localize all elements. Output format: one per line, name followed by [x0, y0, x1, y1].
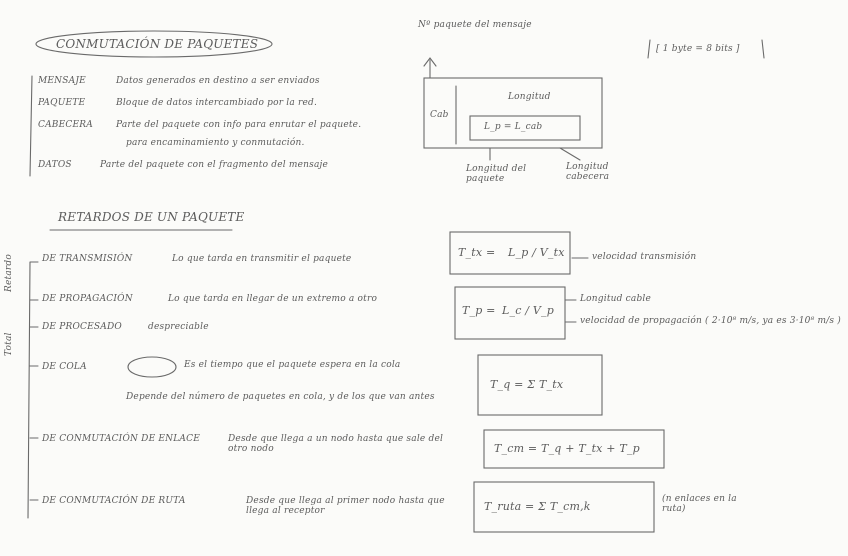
retardo-ruta-name: DE CONMUTACIÓN DE RUTA [42, 496, 186, 506]
formula-tp-rhs: L_c / V_p [502, 304, 554, 317]
retardo-cola-name: DE COLA [42, 362, 87, 372]
retardo-enlace-desc: Desde que llega a un nodo hasta que sale del otro nodo [228, 434, 444, 454]
def-text-datos: Parte del paquete con el fragmento del mensaje [100, 160, 329, 170]
note-tp-2: velocidad de propagación ( 2·10⁸ m/s, ya es 3·10⁸ m/s ) [580, 316, 842, 326]
note-ttx: velocidad transmisión [592, 252, 697, 262]
retardo-transmision-desc: Lo que tarda en transmitir el paquete [172, 254, 352, 264]
def-text-mensaje: Datos generados en destino a ser enviados [116, 76, 320, 86]
def-term-mensaje: MENSAJE [38, 76, 86, 86]
packet-inner-label: L_p = L_cab [484, 122, 543, 132]
formula-truta: T_ruta = Σ T_cm,k [484, 500, 591, 513]
formula-tq: T_q = Σ T_tx [490, 378, 564, 391]
def-text-paquete: Bloque de datos intercambiado por la red. [116, 98, 318, 108]
def-text-cabecera: Parte del paquete con info para enrutar el paquete. [116, 120, 362, 130]
packet-left-label: Cab [430, 110, 449, 120]
packet-below-right: Longitud cabecera [566, 162, 610, 182]
retardos-title: RETARDOS DE UN PAQUETE [58, 210, 245, 224]
def-term-datos: DATOS [38, 160, 72, 170]
side-label-total: Total [4, 332, 14, 356]
packet-top-label: Longitud [508, 92, 551, 102]
note-truta: (n enlaces en la ruta) [662, 494, 737, 514]
formula-ttx-rhs: L_p / V_tx [508, 246, 565, 259]
retardo-propagacion-name: DE PROPAGACIÓN [42, 294, 133, 304]
packet-below-left: Longitud del paquete [466, 164, 527, 184]
retardo-cola-desc: Es el tiempo que el paquete espera en la cola [184, 360, 401, 370]
formula-tcm: T_cm = T_q + T_tx + T_p [494, 442, 640, 455]
header-top-note: Nº paquete del mensaje [418, 20, 532, 30]
retardo-enlace-name: DE CONMUTACIÓN DE ENLACE [42, 434, 200, 444]
header-right-note: [ 1 byte = 8 bits ] [656, 44, 740, 54]
def-note: para encaminamiento y conmutación. [126, 138, 305, 148]
def-term-paquete: PAQUETE [38, 98, 86, 108]
formula-tp-lhs: T_p = [462, 304, 496, 317]
formula-ttx-lhs: T_tx = [458, 246, 496, 259]
retardo-transmision-name: DE TRANSMISIÓN [42, 254, 133, 264]
side-label-retardo: Retardo [4, 254, 14, 292]
retardo-procesado-desc: despreciable [148, 322, 209, 332]
retardo-ruta-desc: Desde que llega al primer nodo hasta que llega al receptor [246, 496, 445, 516]
def-term-cabecera: CABECERA [38, 120, 93, 130]
note-tp-1: Longitud cable [580, 294, 652, 304]
retardo-cola-subnote: Depende del número de paquetes en cola, y de los que van antes [126, 392, 435, 402]
retardo-procesado-name: DE PROCESADO [42, 322, 122, 332]
retardo-propagacion-desc: Lo que tarda en llegar de un extremo a otro [168, 294, 378, 304]
page-title: CONMUTACIÓN DE PAQUETES [56, 37, 259, 51]
